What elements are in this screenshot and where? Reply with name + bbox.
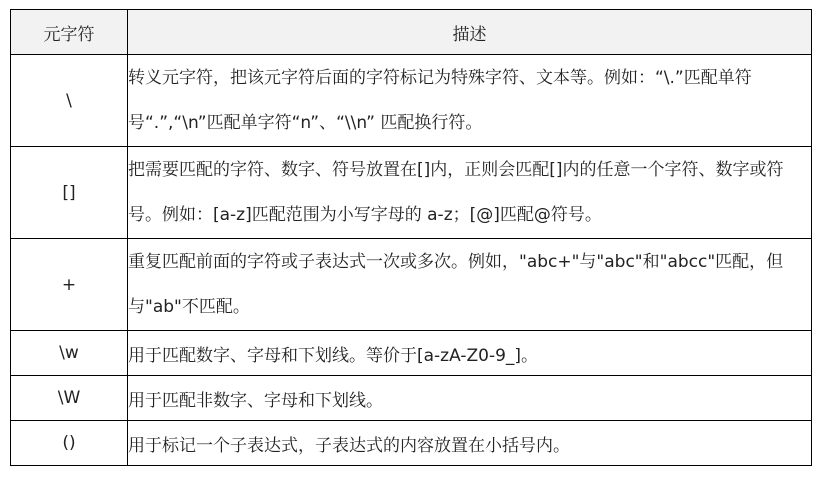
- table-row: [11, 239, 812, 331]
- table-row: [11, 147, 812, 239]
- column-header-description: 描述: [128, 10, 812, 55]
- description-cell: 转义元字符，把该元字符后面的字符标记为特殊字符、文本等。例如：“\.”匹配单符号“.”,“\n”匹配单字符“n”、“\\n” 匹配换行符。: [128, 55, 812, 147]
- symbol-cell: \W: [11, 376, 128, 421]
- table-header-row: [11, 10, 812, 55]
- symbol-cell: []: [11, 147, 128, 239]
- description-cell: 用于匹配数字、字母和下划线。等价于[a-zA-Z0-9_]。: [128, 331, 812, 376]
- symbol-cell: \: [11, 55, 128, 147]
- symbol-cell: (): [11, 421, 128, 466]
- table-row: [11, 331, 812, 376]
- description-cell: 重复匹配前面的字符或子表达式一次或多次。例如，"abc+"与"abc"和"abcc"匹配，但与"ab"不匹配。: [128, 239, 812, 331]
- table-row: [11, 376, 812, 421]
- metacharacter-table: [10, 9, 812, 466]
- symbol-cell: \w: [11, 331, 128, 376]
- symbol-cell: +: [11, 239, 128, 331]
- description-cell: 用于匹配非数字、字母和下划线。: [128, 376, 812, 421]
- description-cell: 把需要匹配的字符、数字、符号放置在[]内，正则会匹配[]内的任意一个字符、数字或符号。例如：[a-z]匹配范围为小写字母的 a-z；[@]匹配@符号。: [128, 147, 812, 239]
- table-row: [11, 55, 812, 147]
- description-cell: 用于标记一个子表达式，子表达式的内容放置在小括号内。: [128, 421, 812, 466]
- column-header-symbol: 元字符: [11, 10, 128, 55]
- table-row: [11, 421, 812, 466]
